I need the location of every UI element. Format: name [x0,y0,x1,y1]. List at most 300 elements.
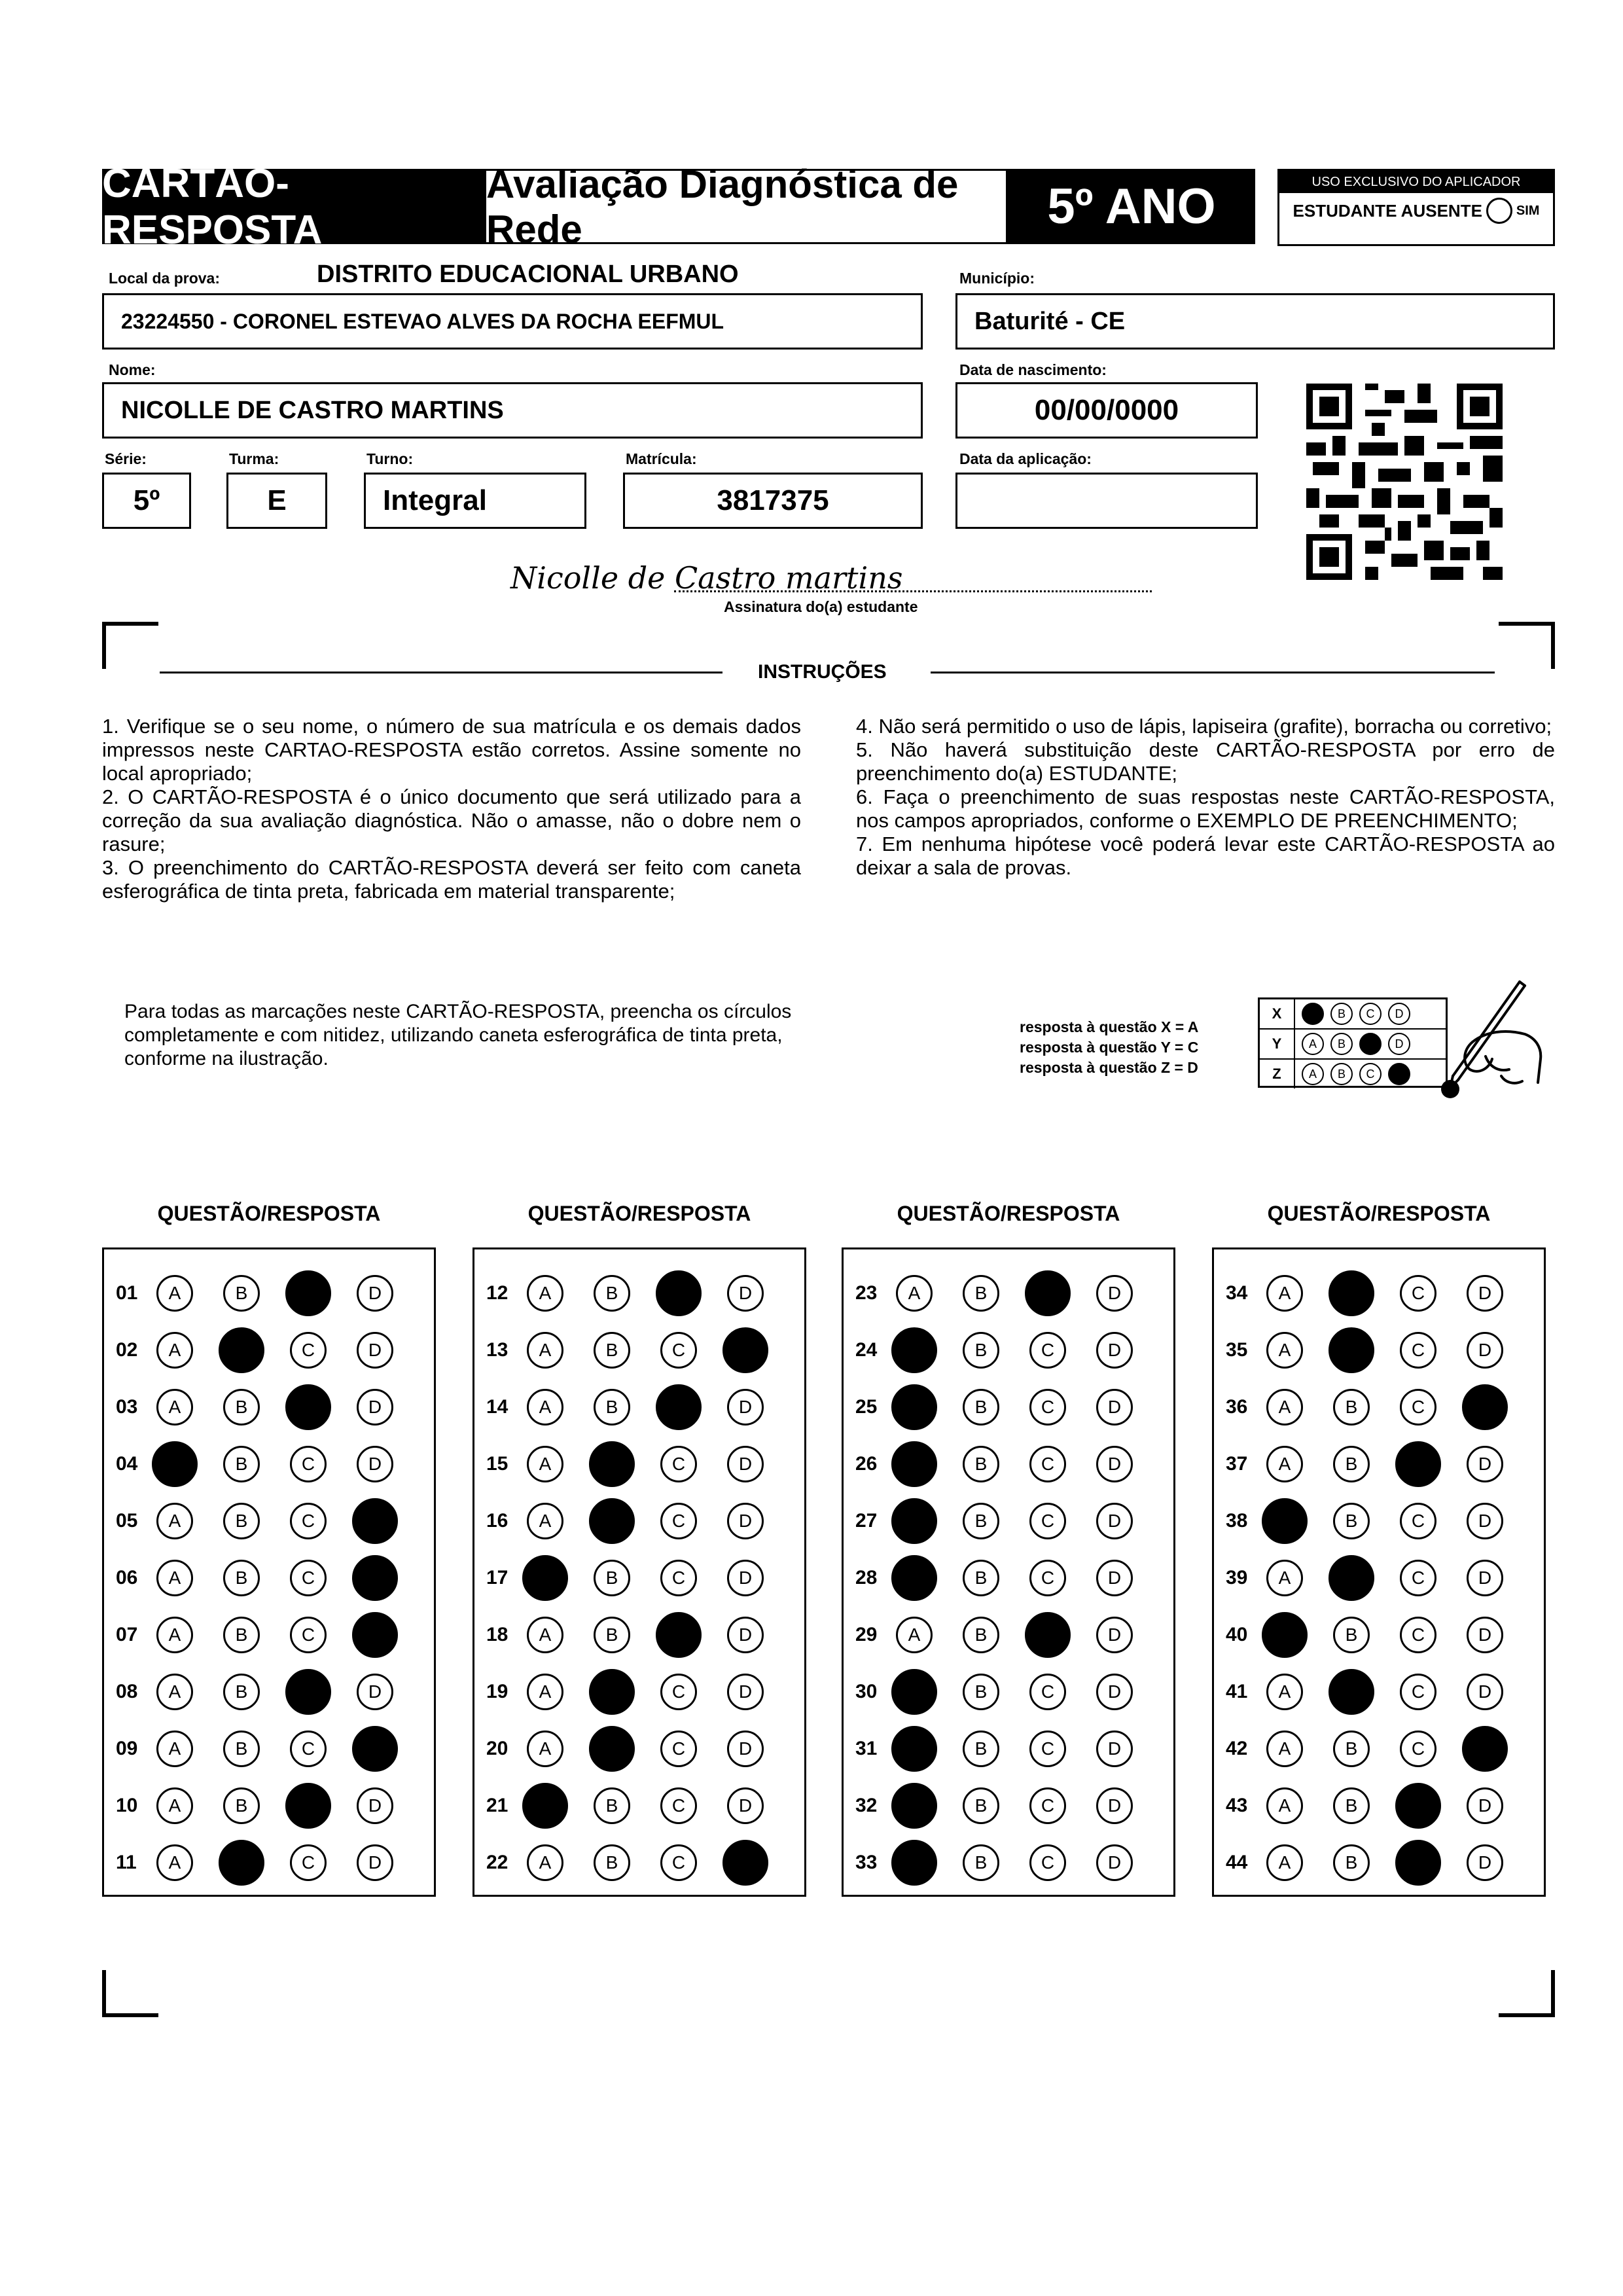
answer-bubble-b[interactable]: B [1333,1389,1370,1426]
answer-row [474,1783,794,1829]
question-number: 15 [486,1453,508,1475]
answer-bubble-b[interactable] [219,1840,264,1886]
nome-label: Nome: [109,361,156,378]
answer-bubble-d[interactable]: D [1467,1674,1503,1710]
answer-bubble-d[interactable]: D [1096,1389,1133,1426]
turma-field [226,473,327,529]
example-bubble-a: A [1302,1033,1324,1055]
answer-bubble-b[interactable]: B [963,1844,999,1881]
answer-column [1212,1247,1546,1897]
answer-bubble-a[interactable]: A [527,1332,563,1369]
answer-bubble-b[interactable] [219,1327,264,1373]
instruction-item: 6. Faça o preenchimento de suas respostas neste CARTÃO-RESPOSTA, nos campos apropriados, conforme o EXEMPLO DE PREENCHIMENTO; [856,785,1555,832]
instruction-item: 1. Verifique se o seu nome, o número de sua matrícula e os demais dados impressos neste CARTAO-RESPOSTA estão corretos. Assine somente no local apropriado; [102,715,801,785]
answer-bubble-c[interactable]: C [1400,1560,1436,1596]
local-value: DISTRITO EDUCACIONAL URBANO [317,260,739,288]
answer-bubble-b[interactable]: B [223,1617,260,1653]
answer-bubble-a[interactable] [1262,1612,1308,1658]
answer-bubble-b[interactable]: B [594,1332,630,1369]
answer-bubble-b[interactable]: B [223,1446,260,1482]
answer-bubble-d[interactable]: D [357,1674,393,1710]
pen-hand-icon [1407,978,1551,1102]
answer-row [1214,1270,1533,1316]
answer-bubble-c[interactable]: C [1400,1731,1436,1767]
answer-row [1214,1669,1533,1715]
answer-row [474,1384,794,1430]
signature-line [674,590,1152,592]
answer-row [1214,1555,1533,1601]
answer-bubble-a[interactable]: A [156,1332,193,1369]
answer-bubble-d[interactable]: D [357,1332,393,1369]
question-number: 43 [1226,1795,1248,1816]
answer-bubble-d[interactable]: D [727,1617,764,1653]
answer-bubble-a[interactable] [891,1327,937,1373]
answer-row [844,1783,1163,1829]
answer-bubble-d[interactable]: D [1467,1787,1503,1824]
answer-bubble-b[interactable]: B [963,1617,999,1653]
question-number: 09 [116,1738,138,1759]
answer-bubble-c[interactable]: C [1029,1731,1066,1767]
answer-bubble-a[interactable] [891,1669,937,1715]
answer-bubble-c[interactable] [285,1270,331,1316]
question-number: 23 [855,1282,878,1304]
answer-bubble-b[interactable]: B [594,1617,630,1653]
answer-bubble-a[interactable] [891,1840,937,1886]
answer-bubble-a[interactable] [891,1726,937,1772]
aplicacao-field [955,473,1258,529]
answer-bubble-b[interactable]: B [963,1332,999,1369]
answer-bubble-c[interactable] [656,1270,702,1316]
answer-bubble-d[interactable]: D [357,1446,393,1482]
answer-bubble-a[interactable]: A [156,1560,193,1596]
example-bubble-c [1359,1033,1382,1055]
answer-bubble-a[interactable]: A [156,1389,193,1426]
question-number: 44 [1226,1852,1248,1873]
example-line: resposta à questão X = A [1020,1018,1199,1035]
answer-bubble-c[interactable]: C [1029,1332,1066,1369]
question-number: 36 [1226,1396,1248,1418]
corner-mark [1499,622,1555,626]
answer-bubble-a[interactable] [891,1498,937,1544]
answer-bubble-a[interactable]: A [156,1844,193,1881]
example-bubble-b: B [1330,1033,1353,1055]
answer-bubble-d[interactable]: D [1467,1275,1503,1312]
answer-bubble-a[interactable] [1262,1498,1308,1544]
answer-bubble-d[interactable]: D [1096,1275,1133,1312]
answer-bubble-a[interactable]: A [896,1617,933,1653]
answer-bubble-b[interactable]: B [963,1674,999,1710]
municipio-field [955,293,1555,350]
example-legend [1020,1017,1198,1078]
answer-bubble-a[interactable]: A [527,1844,563,1881]
answer-bubble-d[interactable]: D [1096,1674,1133,1710]
answer-bubble-a[interactable]: A [156,1787,193,1824]
aplicacao-label: Data da aplicação: [959,450,1092,467]
answer-bubble-d[interactable]: D [727,1787,764,1824]
instruction-item: 7. Em nenhuma hipótese você poderá levar este CARTÃO-RESPOSTA ao deixar a sala de provas. [856,833,1555,879]
answer-bubble-c[interactable]: C [1029,1503,1066,1539]
answer-bubble-c[interactable]: C [1400,1389,1436,1426]
answer-bubble-b[interactable]: B [594,1844,630,1881]
answer-bubble-a[interactable]: A [1266,1787,1303,1824]
instructions-divider-right [931,672,1495,673]
answer-bubble-b[interactable]: B [1333,1844,1370,1881]
question-number: 01 [116,1282,138,1304]
answer-bubble-b[interactable]: B [594,1389,630,1426]
grade-badge: 5º ANO [1008,169,1255,244]
answer-bubble-d[interactable]: D [1467,1446,1503,1482]
matricula-value: 3817375 [717,484,829,516]
question-number: 17 [486,1567,508,1588]
question-number: 03 [116,1396,138,1418]
answer-bubble-c[interactable]: C [1400,1617,1436,1653]
answer-bubble-a[interactable]: A [527,1446,563,1482]
answer-bubble-c[interactable] [285,1783,331,1829]
answer-row [474,1441,794,1487]
answer-row [1214,1498,1533,1544]
answer-bubble-d[interactable]: D [1096,1446,1133,1482]
answer-bubble-d[interactable]: D [727,1674,764,1710]
nome-value: NICOLLE DE CASTRO MARTINS [121,396,504,424]
answer-bubble-c[interactable]: C [1400,1503,1436,1539]
corner-mark [1551,622,1555,669]
answer-bubble-c[interactable]: C [660,1674,697,1710]
answer-bubble-d[interactable]: D [1096,1332,1133,1369]
answer-bubble-d[interactable]: D [1467,1844,1503,1881]
answer-bubble-a[interactable] [891,1384,937,1430]
answer-bubble-d[interactable]: D [1096,1560,1133,1596]
answer-bubble-a[interactable]: A [896,1275,933,1312]
answer-bubble-b[interactable]: B [223,1674,260,1710]
question-number: 24 [855,1339,878,1361]
answer-bubble-b[interactable] [589,1726,635,1772]
school-value: 23224550 - CORONEL ESTEVAO ALVES DA ROCHA EEFMUL [121,309,724,333]
answer-row [1214,1840,1533,1886]
answer-column [842,1247,1175,1897]
answer-bubble-a[interactable] [522,1783,568,1829]
instructions-left [102,715,801,903]
answer-bubble-d[interactable] [352,1555,398,1601]
question-number: 35 [1226,1339,1248,1361]
example-question-key: X [1260,999,1295,1028]
answer-column-title: QUESTÃO/RESPOSTA [1267,1202,1491,1225]
question-number: 42 [1226,1738,1248,1759]
answer-bubble-a[interactable]: A [527,1275,563,1312]
answer-row [1214,1384,1533,1430]
question-number: 04 [116,1453,138,1475]
answer-bubble-d[interactable]: D [357,1275,393,1312]
question-number: 41 [1226,1681,1248,1702]
question-number: 18 [486,1624,508,1645]
answer-bubble-c[interactable]: C [660,1446,697,1482]
corner-mark [102,622,106,669]
question-number: 25 [855,1396,878,1418]
answer-bubble-d[interactable]: D [357,1787,393,1824]
answer-row [1214,1726,1533,1772]
answer-bubble-b[interactable] [1329,1669,1374,1715]
answer-bubble-a[interactable] [891,1441,937,1487]
answer-bubble-c[interactable]: C [290,1332,327,1369]
answer-bubble-a[interactable] [152,1441,198,1487]
answer-bubble-d[interactable] [352,1498,398,1544]
answer-row [844,1270,1163,1316]
answer-bubble-b[interactable] [589,1441,635,1487]
answer-bubble-a[interactable]: A [527,1731,563,1767]
answer-bubble-c[interactable]: C [660,1560,697,1596]
example-bubble-a [1302,1003,1324,1025]
answer-bubble-a[interactable]: A [1266,1446,1303,1482]
answer-row [474,1669,794,1715]
question-number: 29 [855,1624,878,1645]
answer-bubble-a[interactable]: A [1266,1731,1303,1767]
corner-mark [102,622,158,626]
nome-field [102,382,923,439]
answer-bubble-b[interactable]: B [1333,1617,1370,1653]
answer-bubble-d[interactable]: D [1467,1503,1503,1539]
answer-bubble-d[interactable] [1462,1726,1508,1772]
answer-row [474,1612,794,1658]
answer-bubble-c[interactable] [1025,1612,1071,1658]
question-number: 28 [855,1567,878,1588]
answer-bubble-a[interactable]: A [1266,1275,1303,1312]
answer-bubble-c[interactable]: C [290,1560,327,1596]
question-number: 11 [116,1852,137,1873]
question-number: 14 [486,1396,508,1418]
answer-bubble-c[interactable]: C [290,1617,327,1653]
corner-mark [1499,2013,1555,2017]
answer-bubble-d[interactable]: D [357,1844,393,1881]
answer-row [844,1384,1163,1430]
instructions-right [856,715,1555,880]
answer-row [474,1498,794,1544]
answer-bubble-a[interactable]: A [156,1731,193,1767]
absent-checkbox[interactable] [1486,198,1512,224]
answer-bubble-d[interactable] [1462,1384,1508,1430]
answer-bubble-c[interactable]: C [1400,1275,1436,1312]
answer-bubble-d[interactable]: D [1467,1332,1503,1369]
fill-instruction: Para todas as marcações neste CARTÃO-RESPOSTA, preencha os círculos completamente e com nitidez, utilizando caneta esferográfica de tinta preta, conforme na ilustração. [124,1001,792,1069]
answer-row [474,1726,794,1772]
answer-bubble-d[interactable] [352,1726,398,1772]
answer-bubble-b[interactable]: B [1333,1787,1370,1824]
answer-bubble-a[interactable]: A [1266,1332,1303,1369]
answer-bubble-b[interactable]: B [963,1275,999,1312]
answer-bubble-b[interactable]: B [963,1446,999,1482]
answer-bubble-d[interactable]: D [1467,1560,1503,1596]
serie-field [102,473,191,529]
qr-code [1306,384,1503,580]
answer-bubble-c[interactable]: C [290,1503,327,1539]
answer-bubble-b[interactable] [1329,1270,1374,1316]
answer-row [474,1327,794,1373]
answer-bubble-c[interactable]: C [660,1332,697,1369]
answer-bubble-c[interactable]: C [290,1446,327,1482]
serie-label: Série: [105,450,147,467]
answer-bubble-b[interactable]: B [594,1560,630,1596]
answer-bubble-b[interactable]: B [963,1787,999,1824]
answer-bubble-a[interactable] [522,1555,568,1601]
answer-bubble-d[interactable]: D [1096,1617,1133,1653]
question-number: 38 [1226,1510,1248,1532]
answer-bubble-c[interactable]: C [1400,1674,1436,1710]
answer-column-title: QUESTÃO/RESPOSTA [897,1202,1120,1225]
answer-bubble-b[interactable] [589,1498,635,1544]
answer-bubble-c[interactable] [1395,1441,1441,1487]
matricula-label: Matrícula: [626,450,697,467]
answer-bubble-b[interactable]: B [594,1275,630,1312]
answer-bubble-d[interactable] [722,1327,768,1373]
answer-bubble-a[interactable]: A [1266,1674,1303,1710]
answer-bubble-d[interactable]: D [727,1560,764,1596]
answer-bubble-a[interactable]: A [156,1503,193,1539]
answer-row [844,1555,1163,1601]
answer-bubble-b[interactable] [1329,1327,1374,1373]
answer-bubble-c[interactable] [285,1669,331,1715]
answer-bubble-b[interactable]: B [223,1389,260,1426]
question-number: 22 [486,1852,508,1873]
answer-bubble-b[interactable]: B [223,1503,260,1539]
answer-bubble-a[interactable]: A [527,1503,563,1539]
answer-bubble-a[interactable] [891,1555,937,1601]
example-bubble-d: D [1388,1033,1410,1055]
answer-bubble-a[interactable]: A [156,1617,193,1653]
answer-bubble-d[interactable]: D [357,1389,393,1426]
answer-bubble-b[interactable]: B [963,1560,999,1596]
answer-bubble-b[interactable]: B [963,1731,999,1767]
answer-bubble-d[interactable]: D [727,1389,764,1426]
question-number: 21 [486,1795,508,1816]
turno-field [364,473,586,529]
answer-bubble-b[interactable]: B [1333,1503,1370,1539]
answer-bubble-a[interactable] [891,1783,937,1829]
answer-bubble-a[interactable]: A [527,1389,563,1426]
question-number: 37 [1226,1453,1248,1475]
answer-row [104,1840,423,1886]
signature: Nicolle de Castro martins [510,560,903,596]
municipio-value: Baturité - CE [974,307,1126,335]
answer-bubble-c[interactable]: C [290,1844,327,1881]
example-bubble-c: C [1359,1063,1382,1085]
example-bubble-b: B [1330,1063,1353,1085]
card-title: CARTÃO-RESPOSTA [102,169,484,244]
answer-bubble-b[interactable]: B [1333,1731,1370,1767]
answer-bubble-b[interactable] [1329,1555,1374,1601]
answer-bubble-c[interactable]: C [1029,1560,1066,1596]
answer-row [104,1270,423,1316]
answer-bubble-c[interactable]: C [1029,1787,1066,1824]
answer-column-title: QUESTÃO/RESPOSTA [527,1202,751,1225]
question-number: 33 [855,1852,878,1873]
answer-row [1214,1783,1533,1829]
answer-row [104,1783,423,1829]
nascimento-value: 00/00/0000 [1034,394,1179,426]
applicator-label: USO EXCLUSIVO DO APLICADOR [1279,171,1553,193]
question-number: 31 [855,1738,878,1759]
answer-bubble-b[interactable]: B [223,1731,260,1767]
answer-bubble-b[interactable]: B [963,1503,999,1539]
answer-bubble-b[interactable]: B [1333,1446,1370,1482]
answer-bubble-a[interactable]: A [527,1617,563,1653]
answer-bubble-c[interactable]: C [660,1503,697,1539]
answer-bubble-d[interactable]: D [1096,1844,1133,1881]
answer-bubble-a[interactable]: A [156,1674,193,1710]
answer-bubble-c[interactable]: C [1029,1446,1066,1482]
answer-row [844,1327,1163,1373]
example-bubble-b: B [1330,1003,1353,1025]
answer-bubble-c[interactable] [656,1612,702,1658]
answer-bubble-b[interactable]: B [963,1389,999,1426]
answer-bubble-c[interactable]: C [1029,1674,1066,1710]
answer-bubble-c[interactable] [1025,1270,1071,1316]
answer-bubble-c[interactable]: C [1029,1389,1066,1426]
answer-bubble-c[interactable] [1395,1783,1441,1829]
answer-bubble-b[interactable]: B [594,1787,630,1824]
answer-bubble-b[interactable]: B [223,1560,260,1596]
answer-bubble-c[interactable] [656,1384,702,1430]
answer-bubble-d[interactable]: D [727,1275,764,1312]
question-number: 34 [1226,1282,1248,1304]
answer-bubble-d[interactable]: D [727,1731,764,1767]
answer-bubble-b[interactable]: B [223,1275,260,1312]
answer-bubble-a[interactable]: A [1266,1389,1303,1426]
answer-bubble-d[interactable]: D [1096,1731,1133,1767]
question-number: 26 [855,1453,878,1475]
answer-bubble-c[interactable] [1395,1840,1441,1886]
answer-bubble-a[interactable]: A [1266,1844,1303,1881]
school-field [102,293,923,350]
answer-row [104,1441,423,1487]
answer-row [1214,1441,1533,1487]
answer-bubble-c[interactable]: C [1029,1844,1066,1881]
question-number: 40 [1226,1624,1248,1645]
answer-row [104,1327,423,1373]
absent-option: SIM [1516,203,1540,218]
answer-bubble-a[interactable]: A [156,1275,193,1312]
turno-label: Turno: [366,450,414,467]
answer-bubble-d[interactable]: D [1096,1787,1133,1824]
absent-label: ESTUDANTE AUSENTE [1293,200,1482,221]
answer-bubble-b[interactable] [589,1669,635,1715]
answer-bubble-d[interactable]: D [1096,1503,1133,1539]
answer-bubble-d[interactable] [352,1612,398,1658]
answer-bubble-a[interactable]: A [527,1674,563,1710]
answer-row [104,1384,423,1430]
answer-row [844,1840,1163,1886]
question-number: 10 [116,1795,138,1816]
answer-bubble-d[interactable]: D [727,1446,764,1482]
answer-row [844,1612,1163,1658]
answer-bubble-c[interactable]: C [660,1787,697,1824]
answer-bubble-a[interactable]: A [1266,1560,1303,1596]
question-number: 12 [486,1282,508,1304]
answer-bubble-c[interactable]: C [660,1844,697,1881]
local-label: Local da prova: [109,270,220,287]
answer-bubble-c[interactable]: C [1400,1332,1436,1369]
answer-bubble-d[interactable] [722,1840,768,1886]
answer-column-title: QUESTÃO/RESPOSTA [157,1202,381,1225]
signature-label: Assinatura do(a) estudante [724,598,918,615]
question-number: 02 [116,1339,138,1361]
answer-bubble-c[interactable]: C [290,1731,327,1767]
answer-bubble-d[interactable]: D [1467,1617,1503,1653]
example-line: resposta à questão Z = D [1020,1059,1198,1076]
answer-bubble-b[interactable]: B [223,1787,260,1824]
answer-bubble-c[interactable]: C [660,1731,697,1767]
answer-bubble-c[interactable] [285,1384,331,1430]
answer-bubble-d[interactable]: D [727,1503,764,1539]
example-line: resposta à questão Y = C [1020,1039,1199,1056]
question-number: 19 [486,1681,508,1702]
